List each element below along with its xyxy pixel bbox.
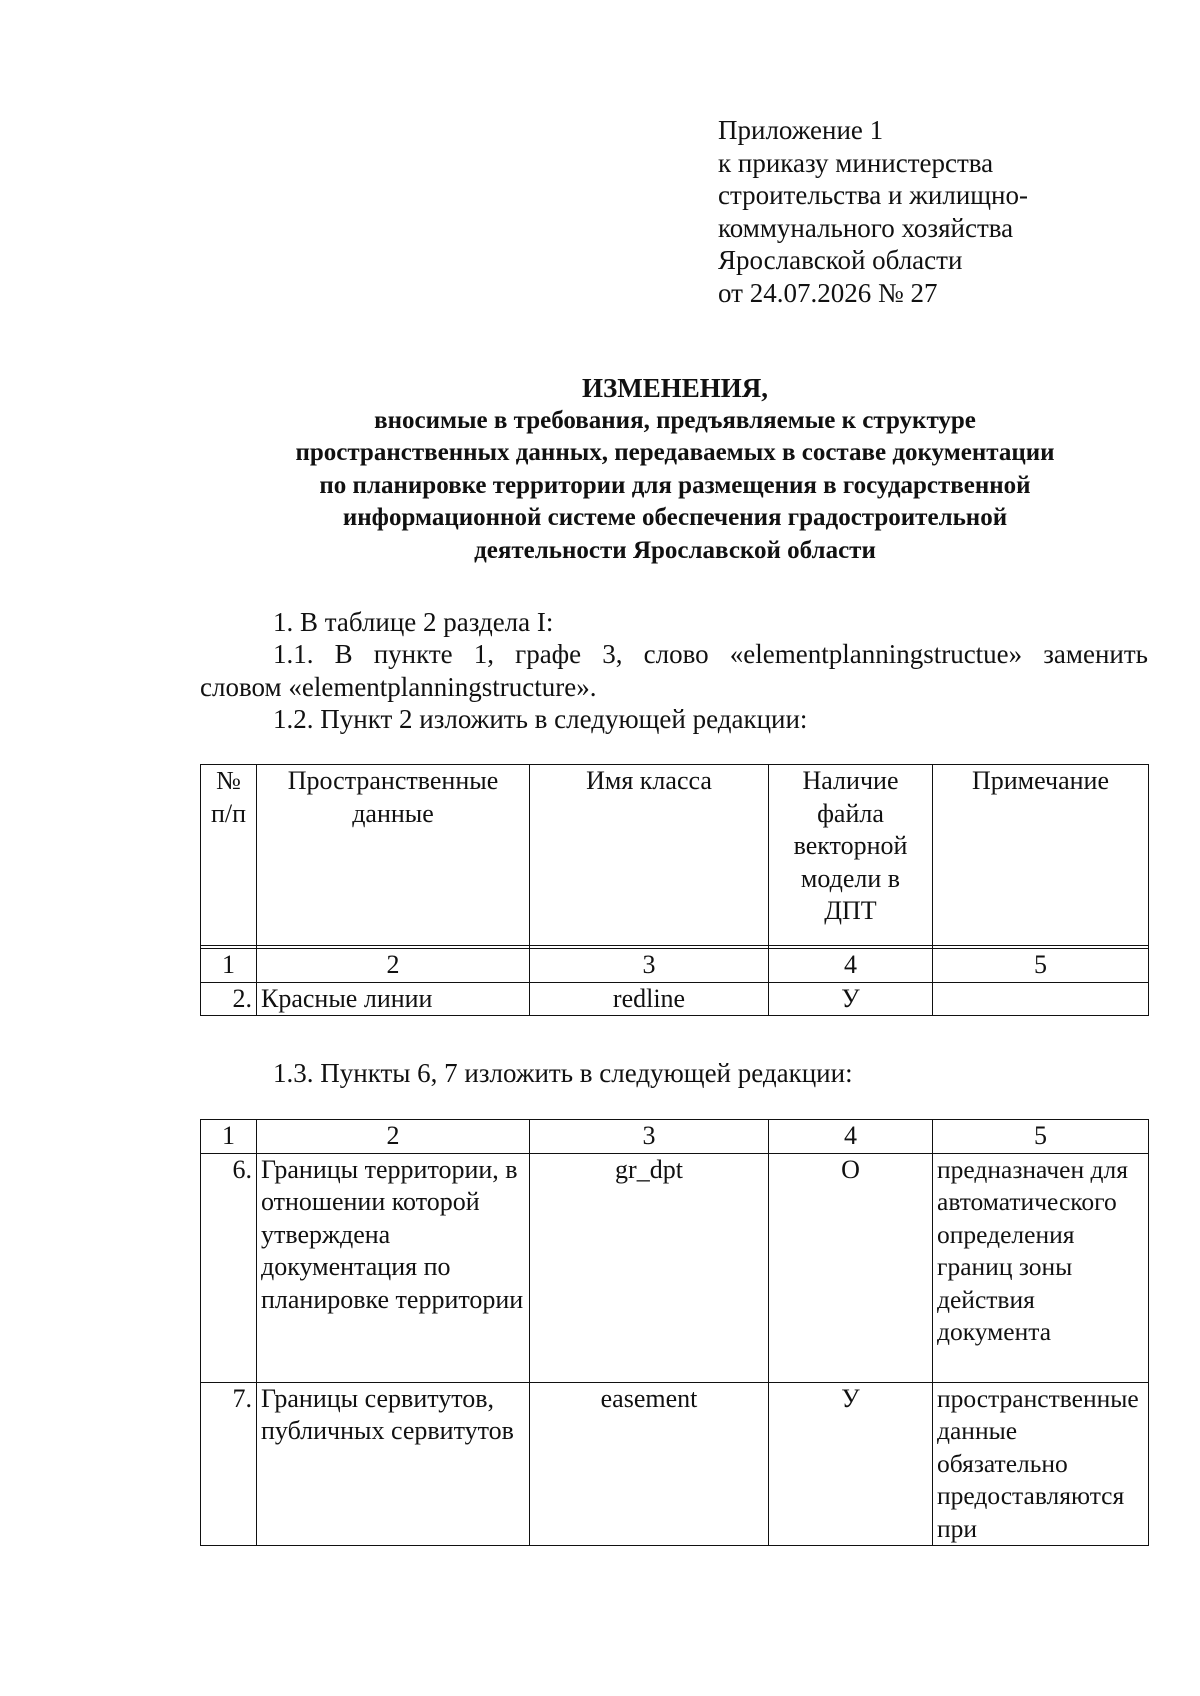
annex-line: Ярославской области	[718, 245, 963, 275]
cell-class-name: redline	[530, 982, 769, 1016]
cell-number: 7.	[201, 1382, 257, 1546]
title-line: деятельности Ярославской области	[474, 536, 876, 564]
annex-line: строительства и жилищно-	[718, 180, 1028, 210]
table-header-row	[201, 765, 1149, 946]
paragraph-1-3: 1.3. Пункты 6, 7 изложить в следующей редакции:	[273, 1058, 853, 1088]
table-row	[201, 982, 1149, 1016]
title-line: вносимые в требования, предъявляемые к структуре	[374, 406, 976, 434]
column-number: 2	[257, 949, 530, 983]
table-number-row	[201, 949, 1149, 983]
cell-class-name: gr_dpt	[530, 1153, 769, 1382]
column-number: 5	[933, 1120, 1149, 1154]
annex-header	[718, 114, 1028, 309]
cell-note	[933, 982, 1149, 1016]
cell-note: предназначен для автоматического определения границ зоны действия документа	[933, 1153, 1149, 1382]
paragraph-1-1-line-1: 1.1. В пункте 1, графе 3, слово «elementplanningstructue» заменить	[273, 639, 1148, 669]
annex-line: от 24.07.2026 № 27	[718, 277, 938, 308]
cell-vector-file: О	[769, 1153, 933, 1382]
cell-note: пространственные данные обязательно предоставляются при	[933, 1382, 1149, 1546]
paragraph-1-1-line-2: словом «elementplanningstructure».	[200, 672, 597, 702]
cell-spatial-data: Границы территории, в отношении которой утверждена документация по планировке территории	[257, 1153, 530, 1382]
title-line: информационной системе обеспечения градостроительной	[342, 504, 1008, 531]
title-line: пространственных данных, передаваемых в составе документации	[295, 439, 1055, 466]
column-number: 4	[769, 1120, 933, 1154]
title-main: ИЗМЕНЕНИЯ,	[581, 373, 768, 403]
column-number: 3	[530, 1120, 769, 1154]
cell-spatial-data: Красные линии	[257, 982, 530, 1016]
document-title	[200, 372, 1150, 567]
paragraph-1-2: 1.2. Пункт 2 изложить в следующей редакции:	[273, 704, 808, 734]
table-item-2	[200, 764, 1149, 1016]
header-class-name: Имя класса	[530, 765, 769, 946]
header-spatial-data: Пространственные данные	[257, 765, 530, 946]
cell-vector-file: У	[769, 1382, 933, 1546]
table-items-6-7	[200, 1119, 1149, 1546]
column-number: 2	[257, 1120, 530, 1154]
cell-vector-file: У	[769, 982, 933, 1016]
column-number: 4	[769, 949, 933, 983]
cell-class-name: easement	[530, 1382, 769, 1546]
table-row	[201, 1382, 1149, 1546]
column-number: 3	[530, 949, 769, 983]
cell-spatial-data: Границы сервитутов, публичных сервитутов	[257, 1382, 530, 1546]
header-note: Примечание	[933, 765, 1149, 946]
paragraph-1: 1. В таблице 2 раздела I:	[273, 607, 554, 637]
table-row	[201, 1153, 1149, 1382]
column-number: 1	[201, 949, 257, 983]
header-number: № п/п	[201, 765, 257, 946]
annex-line: Приложение 1	[718, 115, 884, 145]
annex-line: коммунального хозяйства	[718, 212, 1014, 243]
column-number: 1	[201, 1120, 257, 1154]
cell-number: 6.	[201, 1153, 257, 1382]
annex-line: к приказу министерства	[718, 147, 994, 178]
title-line: по планировке территории для размещения в государственной	[319, 471, 1031, 499]
cell-number: 2.	[201, 982, 257, 1016]
header-vector-file: Наличие файла векторной модели в ДПТ	[769, 765, 933, 946]
table-number-row	[201, 1120, 1149, 1154]
column-number: 5	[933, 949, 1149, 983]
